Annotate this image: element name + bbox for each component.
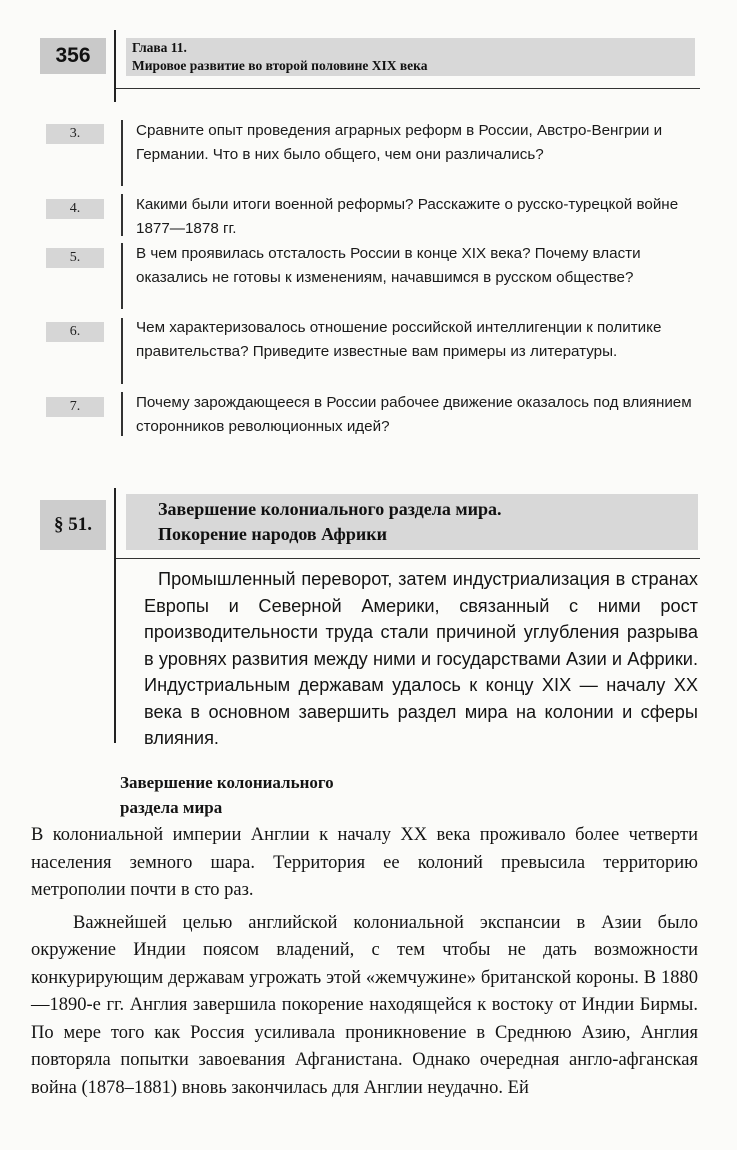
question-bar: [121, 243, 123, 309]
question-text: Почему зарождающееся в России рабочее движение оказалось под влиянием сторонников революционных идей?: [136, 394, 692, 435]
body-paragraph: В колониальной империи Англии к началу XX века проживало более четверти населения земного шара. Территория ее колоний превысила территорию метрополии почти в сто раз.: [31, 825, 698, 900]
header-rule: [116, 88, 700, 89]
question-number: 3.: [46, 124, 104, 144]
body-text: [31, 822, 698, 1107]
section-divider: [114, 488, 116, 743]
section-number: § 51.: [40, 500, 106, 550]
subsection-heading-line: раздела мира: [120, 798, 223, 817]
section-title: [126, 494, 698, 550]
question-number: 4.: [46, 199, 104, 219]
question-text: Сравните опыт проведения аграрных реформ в России, Австро-Венгрии и Германии. Что в них было общего, чем они различались?: [136, 122, 663, 163]
subsection-heading: [120, 770, 520, 820]
question-text: Чем характеризовалось отношение российской интеллигенции к политике правительства? Приведите известные вам примеры из литературы.: [136, 319, 662, 360]
section-intro: [144, 566, 698, 752]
question-text: В чем проявилась отсталость России в конце XIX века? Почему власти оказались не готовы к изменениям, начавшимся в русском обществе?: [136, 245, 641, 286]
section-rule: [116, 558, 700, 559]
intro-paragraph: Промышленный переворот, затем индустриализация в странах Европы и Северной Америки, связанный с ними рост производительности труда стали причиной углубления разрыва в уровнях развития между ними и государствами Азии и Африки. Индустриальным державам удалось к концу XIX — началу XX века в основном завершить раздел мира на колонии и сферы влияния.: [144, 569, 698, 748]
question-number: 6.: [46, 322, 104, 342]
question-number: 5.: [46, 248, 104, 268]
question-bar: [121, 194, 123, 236]
section-title-line: Завершение колониального раздела мира.: [158, 499, 502, 519]
section-title-line: Покорение народов Африки: [158, 524, 387, 544]
subsection-heading-line: Завершение колониального: [120, 773, 334, 792]
question-text: Какими были итоги военной реформы? Расскажите о русско-турецкой войне 1877—1878 гг.: [136, 196, 679, 237]
chapter-label: Глава 11.: [132, 40, 187, 55]
chapter-header: [126, 38, 695, 76]
question-bar: [121, 392, 123, 436]
page-number: 356: [40, 38, 106, 74]
question-number: 7.: [46, 397, 104, 417]
question-bar: [121, 120, 123, 186]
body-paragraph: Важнейшей целью английской колониальной экспансии в Азии было окружение Индии поясом владений, с тем чтобы не дать возможности конкурирующим державам угрожать этой «жемчужине» британской короны. В 1880—1890-е гг. Англия завершила покорение находящейся к востоку от Индии Бирмы. По мере того как Россия усиливала проникновение в Среднюю Азию, Англия повторяла попытки завоевания Афганистана. Однако очередная англо-афганская война (1878–1881) вновь закончилась для Англии неудачно. Ей: [31, 912, 698, 1098]
header-divider: [114, 30, 116, 102]
chapter-title: Мировое развитие во второй половине XIX века: [132, 58, 428, 73]
question-bar: [121, 318, 123, 384]
